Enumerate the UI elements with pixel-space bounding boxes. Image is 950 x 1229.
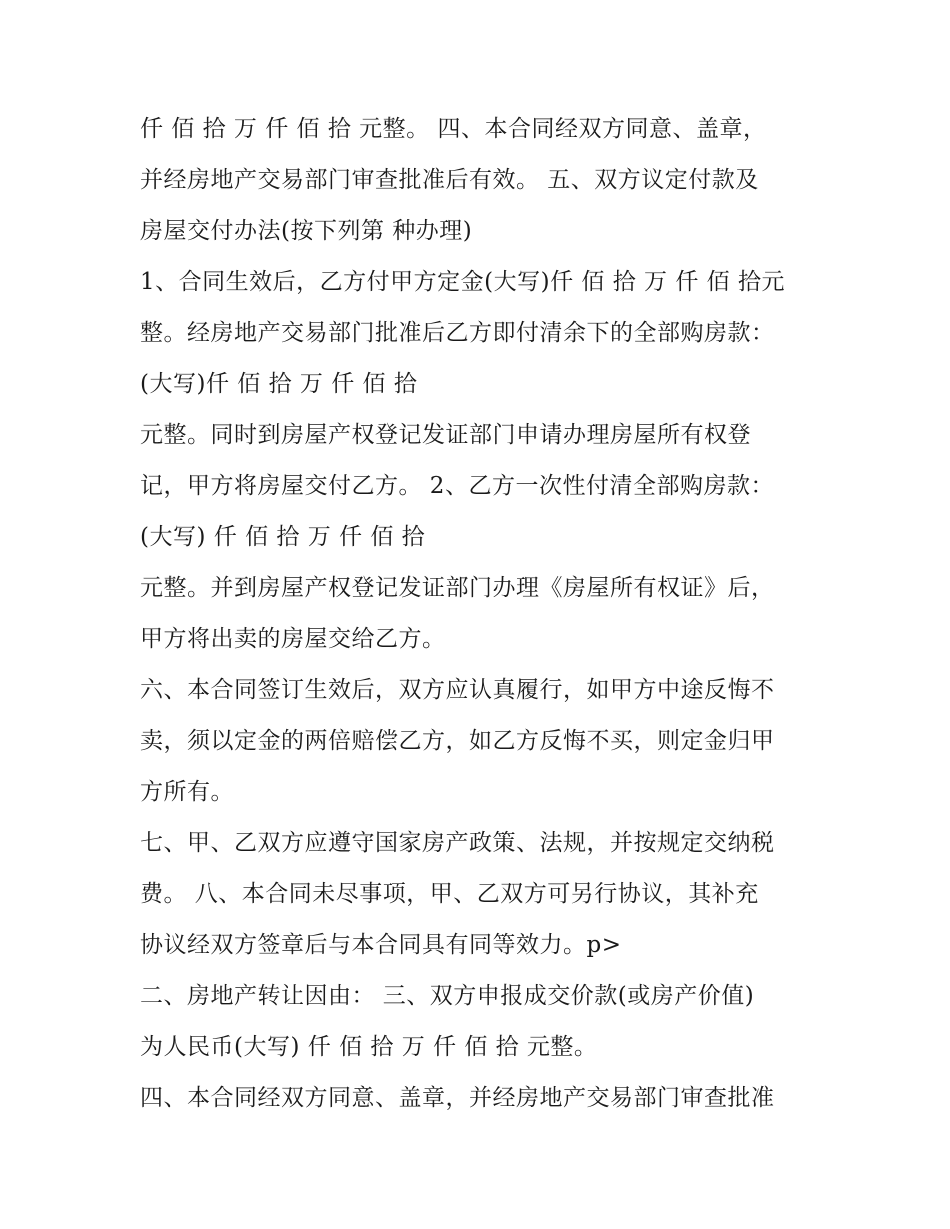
text-line: (大写) 仟 佰 拾 万 仟 佰 拾 (140, 524, 426, 550)
text-line: 1、合同生效后，乙方付甲方定金(大写)仟 佰 拾 万 仟 佰 拾元 (140, 269, 785, 295)
text-line: 四、本合同经双方同意、盖章，并经房地产交易部门审查批准 (140, 1085, 775, 1111)
text-line: 方所有。 (140, 779, 234, 805)
text-line: 二、房地产转让因由： 三、双方申报成交价款(或房产价值) (140, 983, 755, 1009)
text-line: 七、甲、乙双方应遵守国家房产政策、法规，并按规定交纳税 (140, 830, 775, 856)
text-line: 元整。并到房屋产权登记发证部门办理《房屋所有权证》后， (140, 575, 775, 601)
text-line: 甲方将出卖的房屋交给乙方。 (140, 626, 446, 652)
text-line: 协议经双方签章后与本合同具有同等效力。p> (140, 932, 622, 958)
text-line: 记，甲方将房屋交付乙方。 2、乙方一次性付清全部购房款： (140, 473, 774, 499)
text-line: 仟 佰 拾 万 仟 佰 拾 元整。 四、本合同经双方同意、盖章， (140, 116, 767, 142)
text-line: 并经房地产交易部门审查批准后有效。 五、双方议定付款及 (140, 167, 759, 193)
text-line: (大写)仟 佰 拾 万 仟 佰 拾 (140, 371, 418, 397)
text-line: 费。 八、本合同未尽事项，甲、乙双方可另行协议，其补充 (140, 881, 759, 907)
text-line: 六、本合同签订生效后，双方应认真履行，如甲方中途反悔不 (140, 677, 775, 703)
text-line: 元整。同时到房屋产权登记发证部门申请办理房屋所有权登 (140, 422, 751, 448)
text-line: 为人民币(大写) 仟 佰 拾 万 仟 佰 拾 元整。 (140, 1034, 598, 1060)
text-line: 房屋交付办法(按下列第 种办理) (140, 218, 473, 244)
contract-text (140, 104, 830, 1124)
text-line: 整。经房地产交易部门批准后乙方即付清余下的全部购房款： (140, 320, 775, 346)
text-line: 卖，须以定金的两倍赔偿乙方，如乙方反悔不买，则定金归甲 (140, 728, 775, 754)
